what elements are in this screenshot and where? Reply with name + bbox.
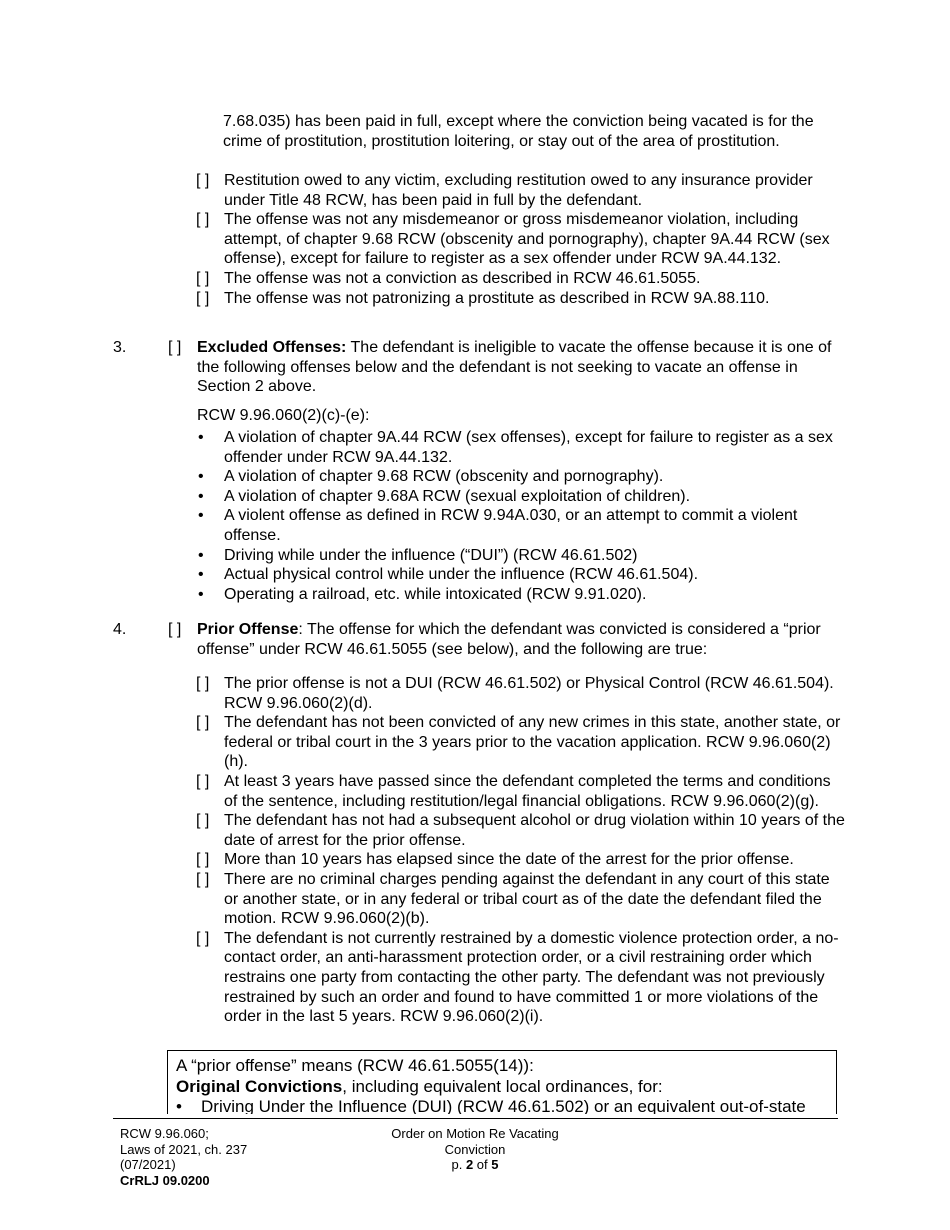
checklist-item <box>196 289 846 309</box>
form-title: Order on Motion Re Vacating <box>391 1126 559 1141</box>
list-item-text: Operating a railroad, etc. while intoxicated (RCW 9.91.020). <box>224 585 647 603</box>
section-4 <box>113 620 848 659</box>
bullet: • <box>198 585 204 603</box>
definition-text: , including equivalent local ordinances, for: <box>342 1076 663 1096</box>
section-description: : The offense for which the defendant was convicted is considered a “prior offense” under RCW 46.61.5055 (see below), and the following are true: <box>197 621 821 658</box>
checkbox[interactable]: [ ] <box>168 621 182 638</box>
bullet: • <box>198 429 204 446</box>
checklist-text: Restitution owed to any victim, excluding restitution owed to any insurance provider under Title 48 RCW, has been paid in full by the defendant. <box>224 172 813 209</box>
bullet: • <box>198 566 204 584</box>
prior-offense-checklist <box>196 674 846 1027</box>
list-item-text: A violation of chapter 9.68 RCW (obscenity and pornography). <box>224 468 664 486</box>
checklist-item <box>196 929 846 1027</box>
list-item-text: A violation of chapter 9.68A RCW (sexual exploitation of children). <box>224 487 691 505</box>
checklist-item <box>196 870 846 929</box>
footer-divider <box>113 1118 838 1119</box>
section-3 <box>113 338 848 397</box>
checklist-text: The prior offense is not a DUI (RCW 46.61.502) or Physical Control (RCW 46.61.504). RCW 9.96.060(2)(d). <box>224 675 834 712</box>
page-number: p. 2 of 5 <box>451 1157 499 1173</box>
section-text <box>197 338 848 397</box>
list-item-text: A violent offense as defined in RCW 9.94A.030, or an attempt to commit a violent offense. <box>224 507 798 544</box>
list-item <box>196 565 846 585</box>
footer-title <box>375 1126 575 1173</box>
list-item-text: A violation of chapter 9A.44 RCW (sex offenses), except for failure to register as a sex offender under RCW 9A.44.132. <box>224 429 833 466</box>
checklist-text: The defendant has not been convicted of any new crimes in this state, another state, or federal or tribal court in the 3 years prior to the vacation application. RCW 9.96.060(2)(h). <box>224 714 841 771</box>
checklist-text: The offense was not any misdemeanor or gross misdemeanor violation, including attempt, of chapter 9.68 RCW (obscenity and pornography), chapter 9A.44 RCW (sex offense), except for failure to register as a sex offender under RCW 9A.44.132. <box>224 211 830 268</box>
checkbox[interactable]: [ ] <box>196 172 210 189</box>
checkbox[interactable]: [ ] <box>196 851 210 869</box>
definition-bullet-item <box>176 1097 828 1114</box>
definition-line <box>176 1077 828 1098</box>
section-heading: Excluded Offenses: <box>197 339 347 356</box>
checklist-text: The defendant has not had a subsequent alcohol or drug violation within 10 years of the date of arrest for the prior offense. <box>224 812 845 849</box>
checklist-text: There are no criminal charges pending against the defendant in any court of this state or another state, or in any federal or tribal court as of the date the defendant filed the motion. RCW 9.96.060(2)(b). <box>224 870 830 928</box>
bullet: • <box>176 1097 182 1114</box>
form-title: Conviction <box>444 1141 506 1157</box>
footer-line: RCW 9.96.060; <box>120 1126 209 1141</box>
checkbox[interactable]: [ ] <box>196 772 210 790</box>
list-item <box>196 487 846 507</box>
section-heading: Prior Offense <box>197 621 299 638</box>
checklist-text: At least 3 years have passed since the defendant completed the terms and conditions of the sentence, including restitution/legal financial obligations. RCW 9.96.060(2)(g). <box>224 772 831 810</box>
checklist-item <box>196 850 846 870</box>
checklist-item <box>196 210 846 269</box>
continuation-text: 7.68.035) has been paid in full, except where the conviction being vacated is for the crime of prostitution, prostitution loitering, or stay out of the area of prostitution. <box>223 113 814 150</box>
list-item <box>196 546 846 566</box>
form-number: CrRLJ 09.0200 <box>120 1172 210 1188</box>
prior-offense-definition-box <box>167 1050 837 1114</box>
top-checklist <box>196 171 846 308</box>
checkbox[interactable]: [ ] <box>168 339 182 356</box>
definition-line: A “prior offense” means (RCW 46.61.5055(14)): <box>176 1056 534 1075</box>
list-item <box>196 506 846 545</box>
list-item-text: Driving Under the Influence (DUI) (RCW 46.61.502) or an equivalent out-of-state <box>201 1097 806 1114</box>
checkbox[interactable]: [ ] <box>196 289 210 307</box>
checklist-text: More than 10 years has elapsed since the date of the arrest for the prior offense. <box>224 851 794 869</box>
checklist-item <box>196 269 846 289</box>
checkbox[interactable]: [ ] <box>196 269 210 287</box>
checkbox[interactable]: [ ] <box>196 211 210 229</box>
footer-citation <box>120 1126 247 1188</box>
checkbox[interactable]: [ ] <box>196 812 210 830</box>
list-item <box>196 585 846 605</box>
checklist-text: The offense was not patronizing a prostitute as described in RCW 9A.88.110. <box>224 289 770 307</box>
definition-heading: Original Convictions <box>176 1076 343 1096</box>
list-item-text: Actual physical control while under the influence (RCW 46.61.504). <box>224 566 699 584</box>
checklist-item <box>196 171 846 210</box>
checklist-item <box>196 772 846 811</box>
checkbox[interactable]: [ ] <box>196 714 210 732</box>
excluded-offenses-list <box>196 428 846 604</box>
section-description: The defendant is ineligible to vacate the offense because it is one of the following offenses below and the defendant is not seeking to vacate an offense in Section 2 above. <box>197 339 832 396</box>
section-number: 3. <box>113 339 127 356</box>
footer-line: Laws of 2021, ch. 237 <box>120 1141 248 1157</box>
checklist-text: The offense was not a conviction as described in RCW 46.61.5055. <box>224 269 701 287</box>
checkbox[interactable]: [ ] <box>196 675 210 692</box>
list-item <box>196 467 846 487</box>
checklist-item <box>196 674 846 713</box>
rcw-reference: RCW 9.96.060(2)(c)-(e): <box>197 407 370 424</box>
section-number: 4. <box>113 621 127 638</box>
list-item <box>196 428 846 467</box>
checkbox[interactable]: [ ] <box>196 870 210 888</box>
section-text <box>197 620 848 659</box>
list-item-text: Driving while under the influence (“DUI”) (RCW 46.61.502) <box>224 546 638 564</box>
bullet: • <box>198 546 204 564</box>
bullet: • <box>198 507 204 525</box>
bullet: • <box>198 487 204 505</box>
checklist-item <box>196 713 846 772</box>
bullet: • <box>198 468 204 486</box>
checklist-item <box>196 811 846 850</box>
footer-line: (07/2021) <box>120 1157 176 1173</box>
checkbox[interactable]: [ ] <box>196 929 210 947</box>
checklist-text: The defendant is not currently restrained by a domestic violence protection order, a no-contact order, an anti-harassment protection order, or a civil restraining order which restrains one party from contacting the other party. The defendant was not previously restrained by such an order and found to have committed 1 or more violations of the order in the last 5 years. RCW 9.96.060(2)(i). <box>224 929 839 1026</box>
